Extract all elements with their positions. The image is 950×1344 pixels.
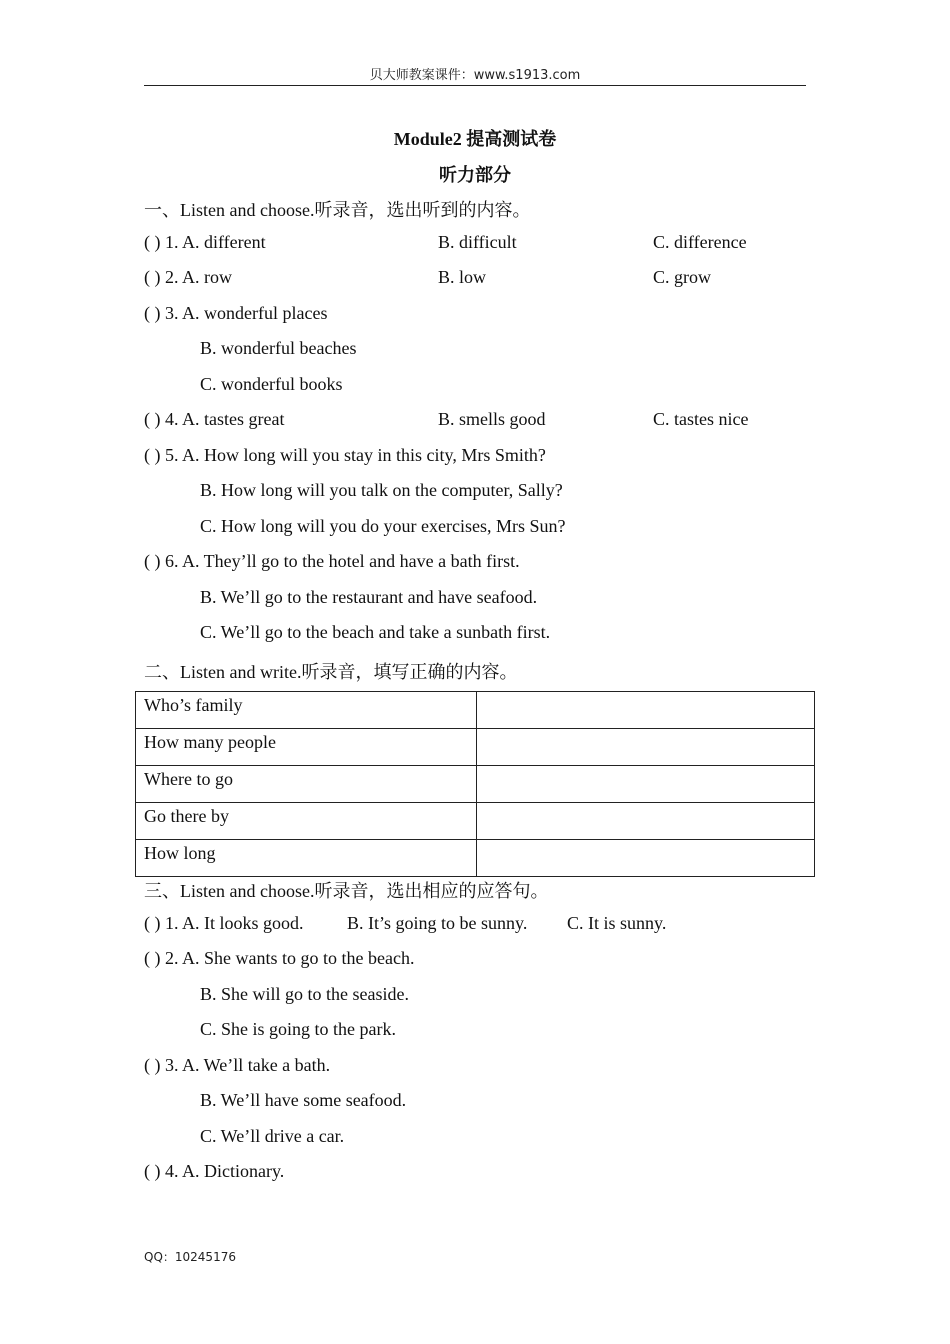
s1-q3-option-b: B. wonderful beaches xyxy=(200,338,357,358)
s1-q3-option-c: C. wonderful books xyxy=(200,374,343,394)
row-label: Who’s family xyxy=(136,692,477,729)
s1-q4-option-a: ( ) 4. A. tastes great xyxy=(144,409,285,429)
s3-q1-option-a: ( ) 1. A. It looks good. xyxy=(144,913,304,933)
s3-q2-option-b: B. She will go to the seaside. xyxy=(200,984,409,1004)
answer-cell[interactable] xyxy=(477,729,815,766)
header-divider xyxy=(144,85,806,86)
answer-cell[interactable] xyxy=(477,840,815,877)
s3-q2-option-c: C. She is going to the park. xyxy=(200,1019,396,1039)
page-header: 贝大师教案课件：www.s1913.com xyxy=(369,68,581,83)
answer-cell[interactable] xyxy=(477,766,815,803)
s3-q4-option-a: ( ) 4. A. Dictionary. xyxy=(144,1161,285,1181)
s1-q2-option-c: C. grow xyxy=(653,267,711,287)
row-label: Where to go xyxy=(136,766,477,803)
s1-q6-option-a: ( ) 6. A. They’ll go to the hotel and have a bath first. xyxy=(144,551,520,571)
listen-write-table xyxy=(135,691,815,877)
s3-q3-option-a: ( ) 3. A. We’ll take a bath. xyxy=(144,1055,331,1075)
s3-q1-option-c: C. It is sunny. xyxy=(567,913,667,933)
s1-q2-option-b: B. low xyxy=(438,267,487,287)
s1-q2-option-a: ( ) 2. A. row xyxy=(144,267,232,287)
s1-q1-option-b: B. difficult xyxy=(438,232,517,252)
section2-heading: 二、Listen and write.听录音，填写正确的内容。 xyxy=(144,662,518,682)
s1-q5-option-c: C. How long will you do your exercises, Mrs Sun? xyxy=(200,516,566,536)
s1-q4-option-c: C. tastes nice xyxy=(653,409,749,429)
s3-q1-option-b: B. It’s going to be sunny. xyxy=(347,913,528,933)
s3-q3-option-c: C. We’ll drive a car. xyxy=(200,1126,345,1146)
row-label: Go there by xyxy=(136,803,477,840)
s1-q6-option-b: B. We’ll go to the restaurant and have seafood. xyxy=(200,587,538,607)
s1-q5-option-a: ( ) 5. A. How long will you stay in this city, Mrs Smith? xyxy=(144,445,546,465)
s1-q6-option-c: C. We’ll go to the beach and take a sunbath first. xyxy=(200,622,551,642)
table-row xyxy=(136,766,815,803)
page-footer: QQ：10245176 xyxy=(144,1250,236,1264)
section1-heading: 一、Listen and choose.听录音，选出听到的内容。 xyxy=(144,200,531,220)
answer-cell[interactable] xyxy=(477,803,815,840)
section3-heading: 三、Listen and choose.听录音，选出相应的应答句。 xyxy=(144,881,549,901)
page-title: Module2 提高测试卷 xyxy=(393,129,557,149)
page-subtitle: 听力部分 xyxy=(439,165,511,185)
s3-q2-option-a: ( ) 2. A. She wants to go to the beach. xyxy=(144,948,415,968)
row-label: How long xyxy=(136,840,477,877)
answer-cell[interactable] xyxy=(477,692,815,729)
table-row xyxy=(136,692,815,729)
s1-q5-option-b: B. How long will you talk on the computer, Sally? xyxy=(200,480,563,500)
s1-q1-option-c: C. difference xyxy=(653,232,747,252)
table-row xyxy=(136,729,815,766)
s3-q3-option-b: B. We’ll have some seafood. xyxy=(200,1090,407,1110)
s1-q3-option-a: ( ) 3. A. wonderful places xyxy=(144,303,328,323)
table-row xyxy=(136,803,815,840)
table-row xyxy=(136,840,815,877)
row-label: How many people xyxy=(136,729,477,766)
s1-q1-option-a: ( ) 1. A. different xyxy=(144,232,266,252)
s1-q4-option-b: B. smells good xyxy=(438,409,546,429)
